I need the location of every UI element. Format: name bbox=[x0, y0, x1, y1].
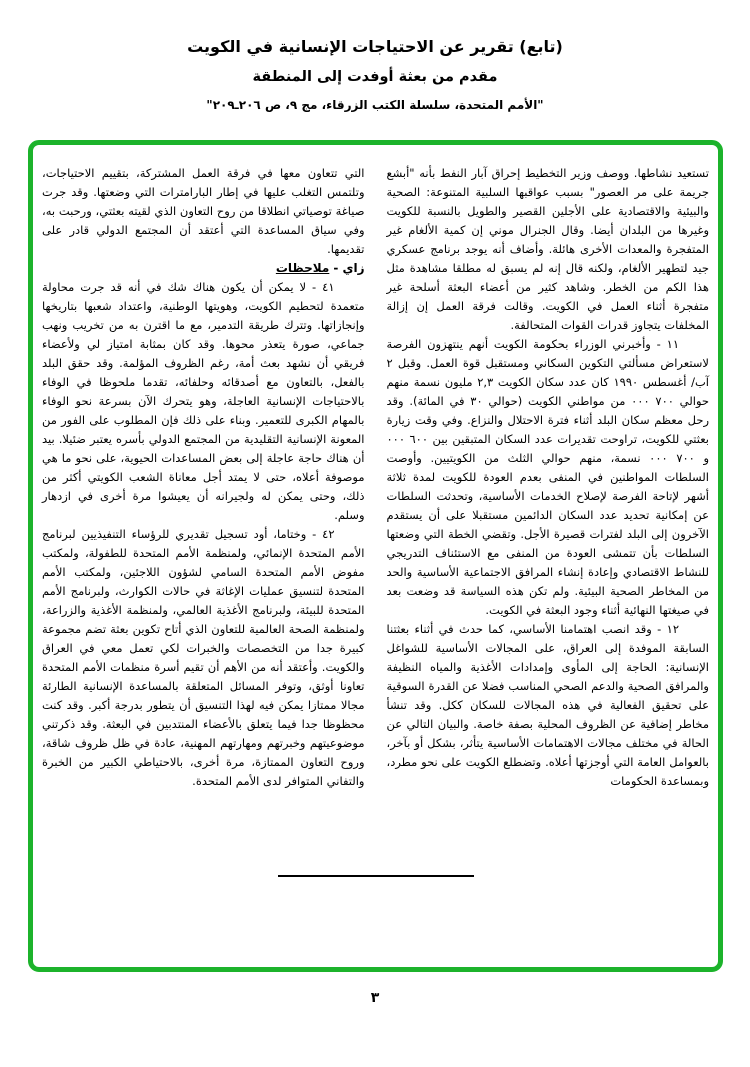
end-of-text-separator-line bbox=[278, 875, 474, 877]
document-source-citation: "الأمم المتحدة، سلسلة الكتب الزرقاء، مج ٩، ص ٢٠٦ـ٢٠٩" bbox=[206, 98, 544, 112]
paragraph-42: ٤٢ - وختاما، أود تسجيل تقديري للرؤساء التنفيذيين لبرنامج الأمم المتحدة الإنمائي، ولمنظمة الأمم المتحدة للطفولة، ولمكتب مفوض الأمم المتحدة السامي لشؤون اللاجئين، ولمكتب الأمم المتحدة لتنسيق عمليات الإغاثة في حالات الكوارث، ولبرنامج الأمم المتحدة للبيئة، ولبرنامج الأغذية العالمي، ولمنظمة الأغذية والزراعة، ولمنظمة الصحة العالمية للتعاون الذي أتاح تكوين بعثة تضم مجموعة كبيرة جدا من التخصصات والخبرات لكي تعمل معي في العراق والكويت. وأعتقد أنه من الأهم أن تقيم أسرة منظمات الأمم المتحدة تعاونا أوثق، وتوفر المسائل المتعلقة بالمساعدة الإنسانية الطارئة مجالا ممتازا يمكن فيه لهذا التنسيق أن يتطور بدرجة أكبر. وقد كنت محظوظا جدا فيما يتعلق بالأعضاء المنتدبين في البعثة. وقد ذكرتني موضوعيتهم وخبرتهم ومهارتهم المهنية، عادة في ظل ظروف شاقة، وروح التعاون الممتازة، مرة أخرى، بالاحتياطي الكبير من الخبرة والتفاني المتوافر لدى الأمم المتحدة. bbox=[42, 527, 365, 788]
paragraph-continued: التي تتعاون معها في فرقة العمل المشتركة، بتقييم الاحتياجات، وتلتمس التغلب عليها في إطار البارامترات التي وضعتها. وقد جرت صياغة توصياتي انطلاقا من روح التعاون الذي لقيته بعثتي، ورحبت به، وفي سياق المساعدة التي أعتقد أن المجتمع الدولي قادر على تقديمها. bbox=[42, 166, 365, 256]
paragraph-11: ١١ - وأخبرني الوزراء بحكومة الكويت أنهم ينتهزون الفرصة لاستعراض مسألتي التكوين السكاني ومستقبل قوة العمل. وقبل ٢ آب/ أغسطس ١٩٩٠ كان عدد سكان الكويت ٢,٣ مليون نسمة منهم حوالي ٧٠٠ ٠٠٠ من مواطني الكويت (حوالي ٣٠ في المائة). وقد رحل معظم سكان البلد أثناء فترة الاحتلال والنزاع. وفي وقت زيارة بعثتي للكويت، تراوحت تقديرات عدد السكان المتبقين بين ٦٠٠ ٠٠٠ و ٧٠٠ ٠٠٠ نسمة، منهم حوالي الثلث من الكويتيين. وأوصت السلطات المواطنين في المنفى بعدم العودة للكويت لمدة ثلاثة أشهر لإتاحة الفرصة لإصلاح الخدمات الأساسية، وتحدثت السلطات عن إمكانية تحديد عدد السكان الدائمين مستقبلا على أن يستقدم الآخرون إلى البلد لفترات قصيرة الأجل. وتقضي الخطة التي وضعتها السلطات بأن تتمشى العودة من المنفى مع الاستئناف التدريجي للنشاط الاقتصادي وإعادة إنشاء المرافق الاجتماعية الأساسية والحد من المخاطر الصحية البيئية. ولم تكن هذه السياسة قد وضعت بعد في صيغتها النهائية أثناء وجود البعثة في الكويت. bbox=[386, 337, 710, 617]
document-header bbox=[0, 36, 750, 113]
section-heading-word: ملاحظات bbox=[275, 261, 330, 275]
paragraph-12: ١٢ - وقد انصب اهتمامنا الأساسي، كما حدث في أثناء بعثتنا السابقة الموفدة إلى العراق، على المجالات الأساسية للشواغل الإنسانية: الحاجة إلى المأوى وإمدادات الأغذية والمياه النظيفة والمرافق الصحية والدعم الصحي المناسب فضلا عن القدرة السوقية على تحقيق الفعالية في هذه المجالات للسكان ككل. وقد تنشأ مخاطر إضافية عن الظروف المحلية بصفة خاصة. والبيان التالي عن الحالة في مختلف مجالات الاهتمامات الأساسية يتأثر، بشكل أو بآخر، بالعوامل العامة التي أوجزتها أعلاه. وتضطلع الكويت على نحو مطرد، وبمساعدة الحكومات bbox=[386, 622, 709, 788]
left-column bbox=[42, 164, 365, 957]
page-number: ٣ bbox=[370, 990, 380, 1006]
section-letter: زاي - bbox=[333, 261, 365, 275]
right-column bbox=[387, 164, 710, 957]
paragraph-41: ٤١ - لا يمكن أن يكون هناك شك في أنه قد جرت محاولة متعمدة لتحطيم الكويت، وهويتها الوطنية، واعتداد شعبها بتاريخها وإنجازاتها. وتترك طريقة التدمير، مع ما اقترن به من تخريب ونهب جماعي، صورة يتعذر محوها. وقد كان بمثابة امتياز لي ولأعضاء فريقي أن نشهد بعث أمة، رغم الظروف المؤلمة. وقد حقق البلد بالفعل، بالتعاون مع أصدقائه وحلفائه، تقدما ملحوظا في الوفاء بالاحتياجات الإنسانية العاجلة، وهو يتحرك الآن بسرعة نحو الوفاء بالمهام الكبرى للتعمير. وبناء على ذلك فإن المطلوب على الفور من المعونة الإنسانية التقليدية من المجتمع الدولي بأسره يعتبر ضئيلا. بيد أن هناك حاجة عاجلة إلى بعض المساعدات الحيوية، على نحو ما هي موصوفة أعلاه، حتى لا يمتد أجل معاناة الشعب الكويتي أكثر من ذلك، وحتى يمكن له ولجيرانه أن يعيشوا مرة أخرى في ازدهار وسلم. bbox=[42, 280, 365, 522]
two-column-layout bbox=[33, 145, 718, 967]
green-border-content-box bbox=[28, 140, 723, 972]
document-title: (تابع) تقرير عن الاحتياجات الإنسانية في الكويت bbox=[187, 37, 563, 56]
document-subtitle: مقدم من بعثة أوفدت إلى المنطقة bbox=[252, 69, 498, 85]
section-heading-notes bbox=[42, 259, 365, 278]
paragraph-continued-from-previous-page: تستعيد نشاطها. ووصف وزير التخطيط إحراق آبار النفط بأنه "أبشع جريمة على مر العصور" بسبب عواقبها السلبية المتنوعة: الصحية والبيئية والاقتصادية على الأجلين القصير والطويل بالنسبة للكويت وغيرها من البلدان أيضا. وقال الجنرال موني إن كمية الألغام غير المتفجرة والمعدات الأخرى هائلة. وأضاف أنه يوجد برنامج عسكري جيد لتطهير الألغام، ولكنه قال إنه لم يسبق له مطلقا مشاهدة مثل هذا الكم من الخطر. وشاهد كثير من أعضاء البعثة أسلحة غير متفجرة أثناء العمل في الكويت. وقالت فرقة العمل إن إزالة المخلفات يتجاوز قدرات القوات المتحالفة. bbox=[386, 166, 709, 332]
